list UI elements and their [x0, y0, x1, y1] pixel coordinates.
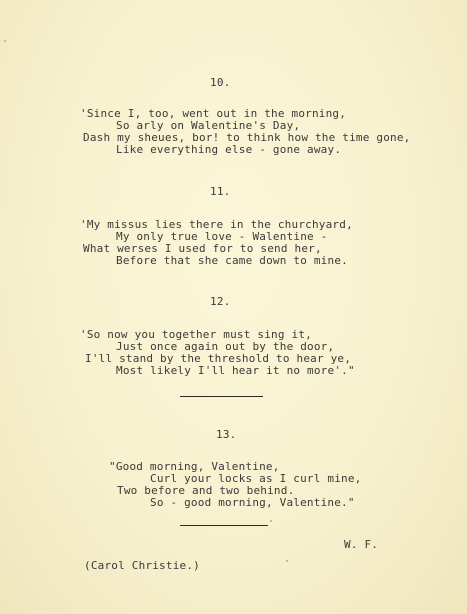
stanza-13-number: 13. — [216, 428, 237, 441]
section-divider — [180, 396, 263, 397]
stanza-11-line-2: My only true love - Walentine - — [116, 230, 328, 243]
stanza-10-line-2: So arly on Walentine's Day, — [116, 119, 301, 132]
stanza-13-line-4: So - good morning, Valentine." — [150, 496, 355, 509]
paper-speck — [4, 40, 6, 42]
stanza-10-line-4: Like everything else - gone away. — [116, 143, 342, 156]
paper-speck — [270, 520, 272, 522]
stanza-11-line-3: What werses I used for to send her, — [83, 242, 322, 255]
stanza-12-line-2: Just once again out by the door, — [116, 340, 335, 353]
stanza-10-line-3: Dash my sheues, bor! to think how the time gone, — [83, 131, 411, 144]
signature: W. F. — [344, 538, 379, 551]
paper-speck — [286, 560, 288, 562]
stanza-10-line-1: 'Since I, too, went out in the morning, — [80, 107, 347, 120]
stanza-13-line-2: Curl your locks as I curl mine, — [150, 472, 362, 485]
stanza-13-line-3: Two before and two behind. — [117, 484, 295, 497]
closing-divider — [180, 525, 268, 526]
stanza-11-number: 11. — [210, 185, 231, 198]
stanza-11-line-4: Before that she came down to mine. — [116, 254, 348, 267]
stanza-12-line-1: 'So now you together must sing it, — [80, 328, 312, 341]
attribution: (Carol Christie.) — [84, 559, 200, 572]
stanza-11-line-1: 'My missus lies there in the churchyard, — [80, 218, 353, 231]
stanza-13-line-1: "Good morning, Valentine, — [109, 460, 280, 473]
stanza-12-line-4: Most likely I'll hear it no more'." — [116, 364, 355, 377]
stanza-12-line-3: I'll stand by the threshold to hear ye, — [85, 352, 352, 365]
stanza-12-number: 12. — [210, 295, 231, 308]
stanza-10-number: 10. — [210, 76, 231, 89]
